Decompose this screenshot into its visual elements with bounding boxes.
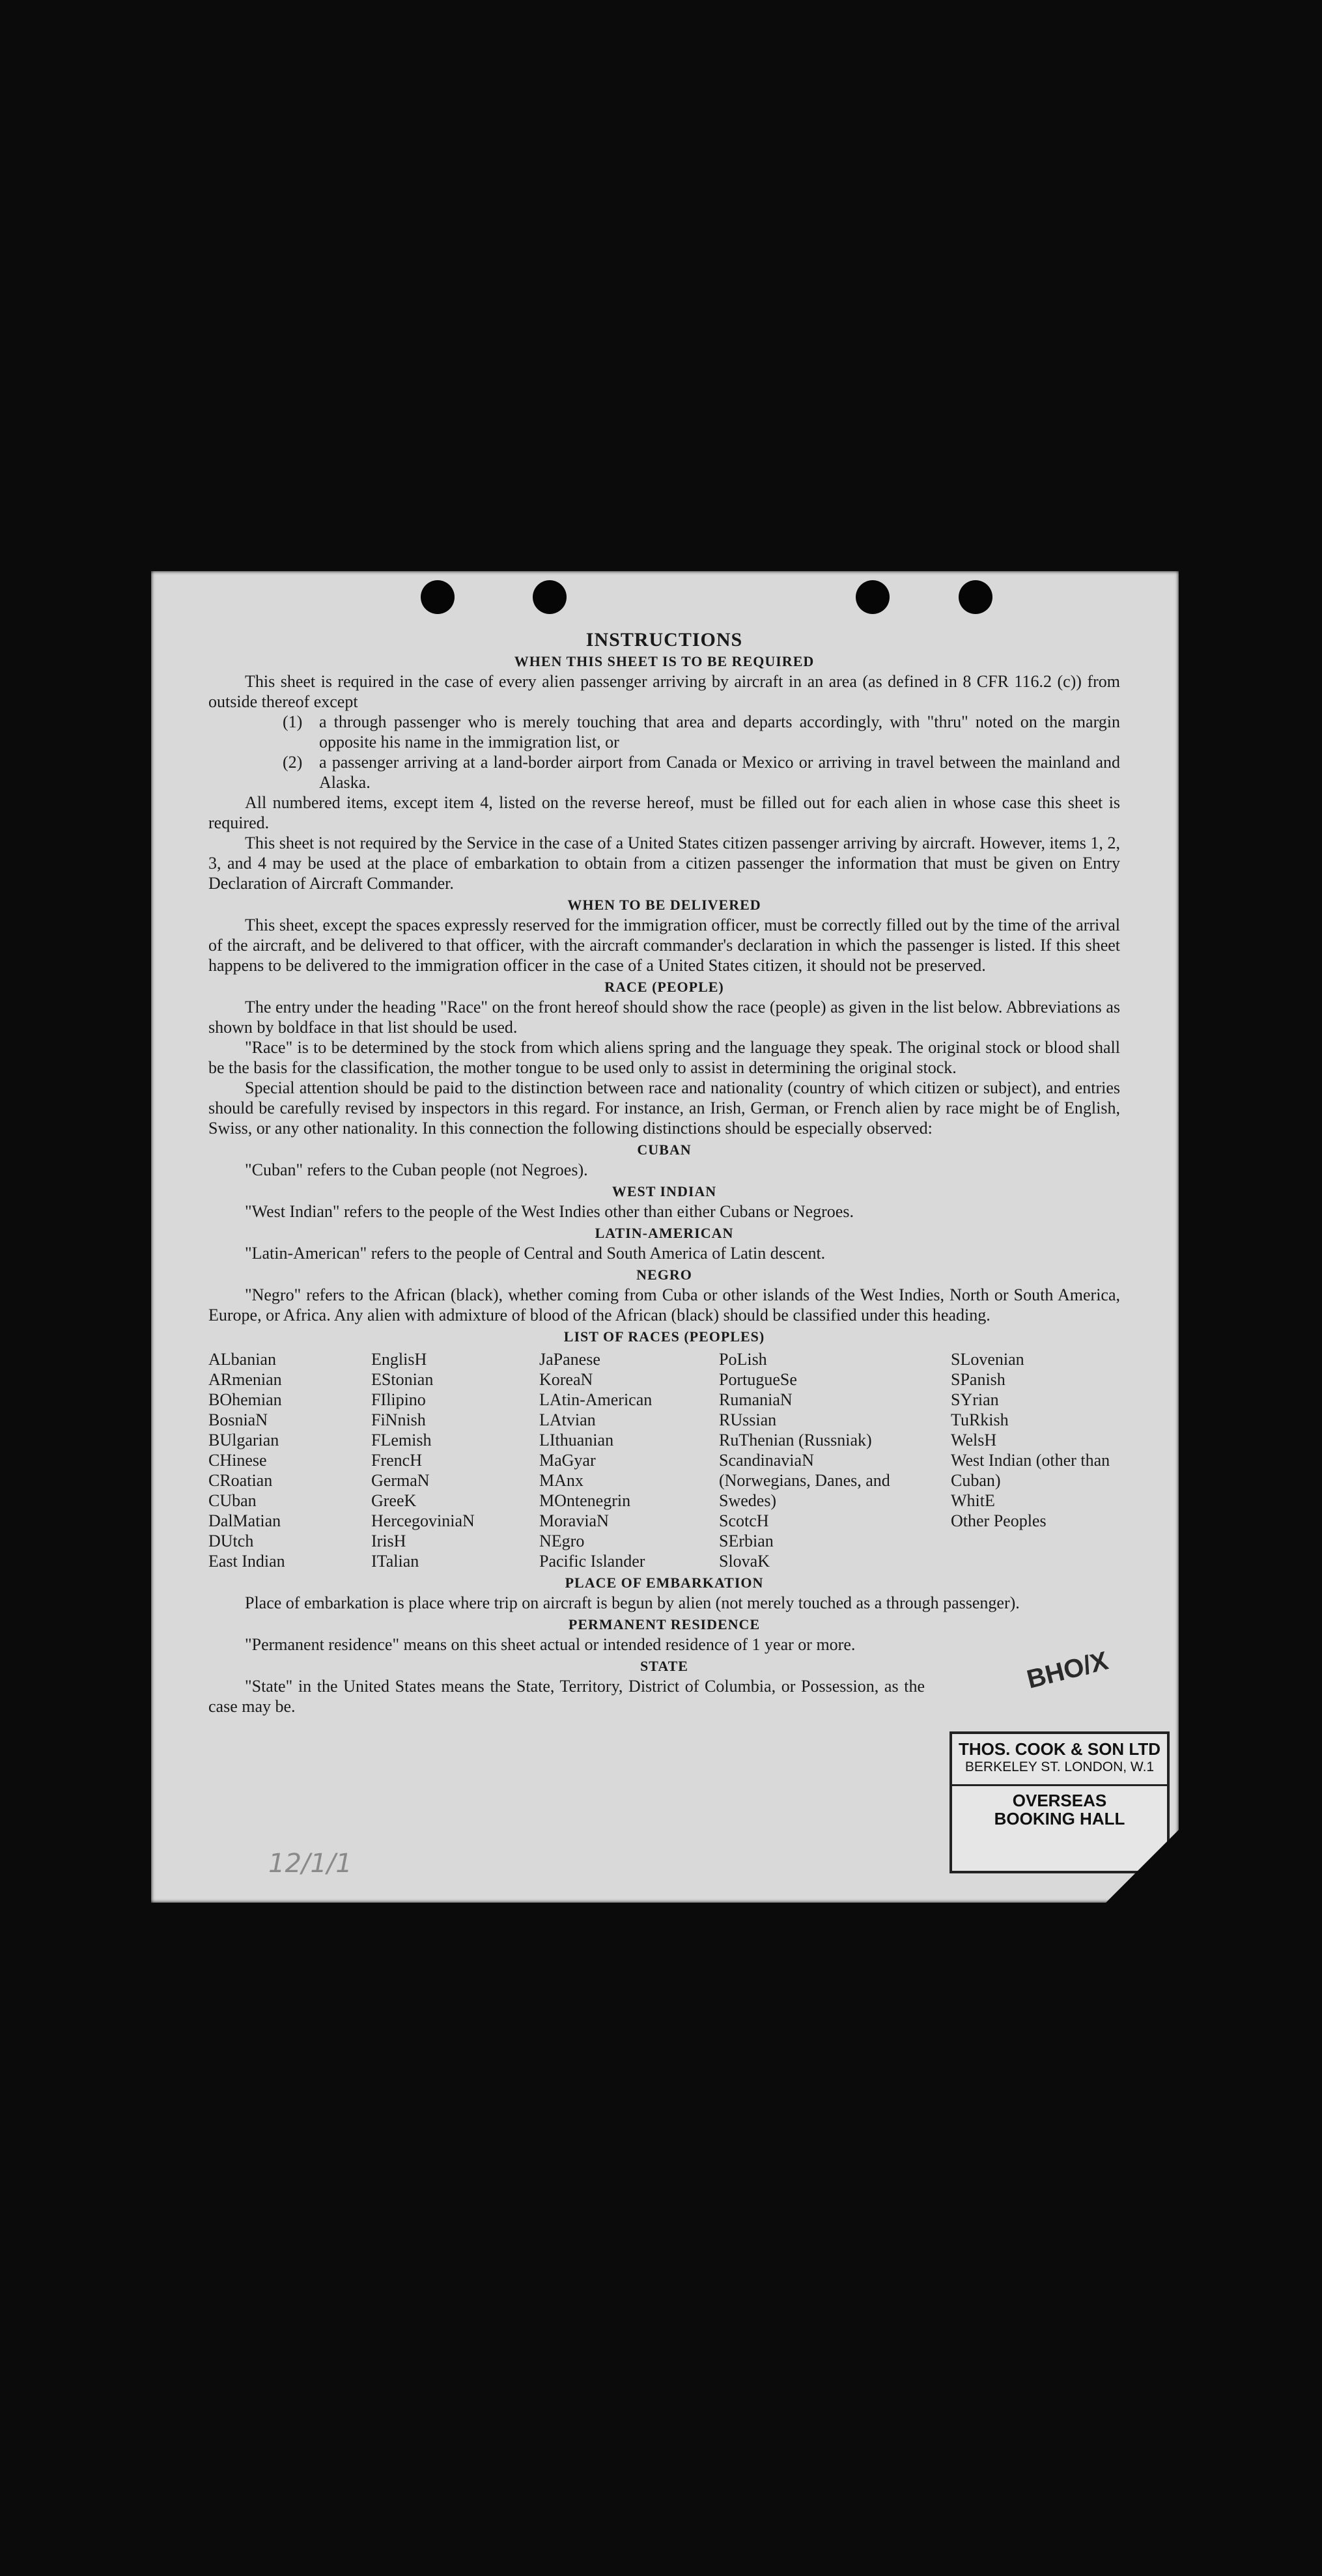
race-entry: GermaN	[371, 1471, 430, 1490]
race-entry: RumaniaN	[719, 1390, 793, 1409]
race-entry: Pacific Islander	[539, 1552, 645, 1571]
race-entry: ALbanian	[208, 1350, 276, 1369]
race-entry: SlovaK	[719, 1552, 770, 1571]
exception-item-1	[283, 712, 1120, 752]
race-entry: RUssian	[719, 1410, 777, 1429]
handwritten-mark: BHO/X	[1024, 1646, 1112, 1694]
punch-hole	[959, 580, 992, 614]
races-column	[371, 1349, 539, 1571]
races-list	[208, 1349, 1120, 1571]
race-entry: SErbian	[719, 1532, 774, 1550]
race-entry: BosniaN	[208, 1410, 268, 1429]
required-paragraph-2: All numbered items, except item 4, listed on the reverse hereof, must be filled out for each alien in whose case this sheet is required.	[208, 793, 1120, 832]
punch-hole	[533, 580, 567, 614]
race-entry: FLemish	[371, 1431, 432, 1449]
race-entry: BOhemian	[208, 1390, 282, 1409]
section-heading-delivered: WHEN TO BE DELIVERED	[567, 897, 761, 913]
race-entry: FIlipino	[371, 1390, 426, 1409]
races-column	[539, 1349, 719, 1571]
race-entry: FiNnish	[371, 1410, 426, 1429]
race-entry: PoLish	[719, 1350, 767, 1369]
race-entry: ScotcH	[719, 1511, 769, 1530]
required-intro: This sheet is required in the case of every alien passenger arriving by aircraft in an area (as defined in 8 CFR 116.2 (c)) from outside thereof except	[208, 672, 1120, 711]
latin-american-paragraph: "Latin-American" refers to the people of Central and South America of Latin descent.	[245, 1244, 826, 1263]
race-entry: JaPanese	[539, 1350, 600, 1369]
race-entry: DUtch	[208, 1532, 254, 1550]
document-page	[151, 571, 1179, 1903]
section-heading-cuban: CUBAN	[637, 1141, 692, 1158]
punch-hole	[856, 580, 890, 614]
race-entry: ARmenian	[208, 1370, 282, 1389]
races-column	[208, 1349, 371, 1571]
race-entry: CHinese	[208, 1451, 267, 1470]
race-entry: LAtin-American	[539, 1390, 653, 1409]
section-heading-residence: PERMANENT RESIDENCE	[568, 1616, 761, 1632]
item-text: a passenger arriving at a land-border airport from Canada or Mexico or arriving in travel between the mainland and Alaska.	[319, 753, 1120, 792]
section-heading-latin-american: LATIN-AMERICAN	[595, 1225, 734, 1241]
section-heading-required: WHEN THIS SHEET IS TO BE REQUIRED	[514, 653, 815, 669]
stamp-line-1: THOS. COOK & SON LTD	[958, 1739, 1161, 1759]
delivered-paragraph: This sheet, except the spaces expressly reserved for the immigration officer, must be correctly filled out by the time of the arrival of the aircraft, and be delivered to that officer, with the aircraft commander's declaration in which the passenger is listed. If this sheet happens to be delivered to the immigration officer in the case of a United States citizen, it should not be preserved.	[208, 916, 1120, 975]
race-entry: DalMatian	[208, 1511, 281, 1530]
race-paragraph-1: The entry under the heading "Race" on the front hereof should show the race (people) as given in the list below. Abbreviations as shown by boldface in that list should be used.	[208, 998, 1120, 1037]
item-number: (1)	[283, 712, 303, 731]
race-entry: BUlgarian	[208, 1431, 279, 1449]
stamp-divider	[952, 1784, 1167, 1786]
section-heading-west-indian: WEST INDIAN	[612, 1183, 717, 1199]
stamp-line-4: BOOKING HALL	[994, 1809, 1125, 1828]
race-entry: EnglisH	[371, 1350, 427, 1369]
race-paragraph-3: Special attention should be paid to the distinction between race and nationality (country of which citizen or subject), and entries should be carefully revised by inspectors in this regard. For instance, an Irish, German, or French alien by race might be of English, Swiss, or any other nationality. In this connection the following distinctions should be especially observed:	[208, 1078, 1120, 1138]
race-entry: WelsH	[951, 1431, 997, 1449]
races-column	[719, 1349, 908, 1571]
west-indian-paragraph: "West Indian" refers to the people of the West Indies other than either Cubans or Negroes.	[245, 1202, 854, 1221]
negro-paragraph: "Negro" refers to the African (black), whether coming from Cuba or other islands of the West Indies, North or South America, Europe, or Africa. Any alien with admixture of blood of the African (black) should be classified under this heading.	[208, 1285, 1120, 1324]
race-entry: WhitE	[951, 1491, 995, 1510]
race-entry: CUban	[208, 1491, 257, 1510]
race-entry: SLovenian	[951, 1350, 1024, 1369]
race-entry: FrencH	[371, 1451, 422, 1470]
race-entry: MoraviaN	[539, 1511, 609, 1530]
race-entry: MOntenegrin	[539, 1491, 631, 1510]
race-entry: MaGyar	[539, 1451, 596, 1470]
race-entry: KoreaN	[539, 1370, 593, 1389]
race-entry: PortugueSe	[719, 1370, 797, 1389]
item-text: a through passenger who is merely touching that area and departs accordingly, with "thru" noted on the margin opposite his name in the immigration list, or	[319, 712, 1120, 751]
instructions-body	[208, 628, 1120, 1716]
race-entry: GreeK	[371, 1491, 417, 1510]
race-paragraph-2: "Race" is to be determined by the stock from which aliens spring and the language they speak. The original stock or blood shall be the basis for the classification, the mother tongue to be used only to assist in determining the original stock.	[208, 1038, 1120, 1077]
race-entry: LIthuanian	[539, 1431, 614, 1449]
race-entry: SPanish	[951, 1370, 1006, 1389]
race-entry: Other Peoples	[951, 1511, 1047, 1530]
section-heading-embarkation: PLACE OF EMBARKATION	[565, 1575, 764, 1591]
race-entry: EStonian	[371, 1370, 434, 1389]
embarkation-paragraph: Place of embarkation is place where trip on aircraft is begun by alien (not merely touched as a through passenger).	[245, 1593, 1020, 1612]
section-heading-negro: NEGRO	[636, 1267, 692, 1283]
race-entry: LAtvian	[539, 1410, 596, 1429]
races-column	[951, 1349, 1120, 1571]
race-entry: CRoatian	[208, 1471, 273, 1490]
race-entry: SYrian	[951, 1390, 999, 1409]
item-number: (2)	[283, 753, 303, 772]
cuban-paragraph: "Cuban" refers to the Cuban people (not Negroes).	[245, 1160, 588, 1179]
race-entry: ScandinaviaN (Norwegians, Danes, and Swedes)	[719, 1451, 890, 1510]
torn-corner	[1103, 1827, 1181, 1905]
race-entry: HercegovinіaN	[371, 1511, 475, 1530]
race-entry: TuRkish	[951, 1410, 1009, 1429]
section-heading-state: STATE	[640, 1658, 688, 1674]
stamp-line-3: OVERSEAS	[1012, 1791, 1107, 1810]
required-paragraph-3: This sheet is not required by the Service in the case of a United States citizen passenger arriving by aircraft. However, items 1, 2, 3, and 4 may be used at the place of embarkation to obtain from a citizen passenger the information that must be given on Entry Declaration of Aircraft Commander.	[208, 833, 1120, 893]
race-entry: MAnx	[539, 1471, 584, 1490]
race-entry: East Indian	[208, 1552, 285, 1571]
exception-item-2	[283, 752, 1120, 792]
section-heading-race: RACE (PEOPLE)	[604, 979, 724, 995]
stamp-line-2: BERKELEY ST. LONDON, W.1	[964, 1759, 1155, 1774]
race-entry: ITalian	[371, 1552, 419, 1571]
race-entry: IrisH	[371, 1532, 406, 1550]
section-heading-races: LIST OF RACES (PEOPLES)	[563, 1328, 765, 1345]
race-entry: NEgro	[539, 1532, 585, 1550]
state-paragraph: "State" in the United States means the State, Territory, District of Columbia, or Possession, as the case may be.	[208, 1677, 925, 1716]
residence-paragraph: "Permanent residence" means on this sheet actual or intended residence of 1 year or more.	[245, 1635, 856, 1654]
page-title: INSTRUCTIONS	[585, 629, 743, 651]
race-entry: West Indian (other than Cuban)	[951, 1451, 1110, 1490]
pencil-note: 12/1/1	[268, 1849, 352, 1879]
race-entry: RuThenian (Russniak)	[719, 1431, 872, 1449]
punch-hole	[421, 580, 455, 614]
